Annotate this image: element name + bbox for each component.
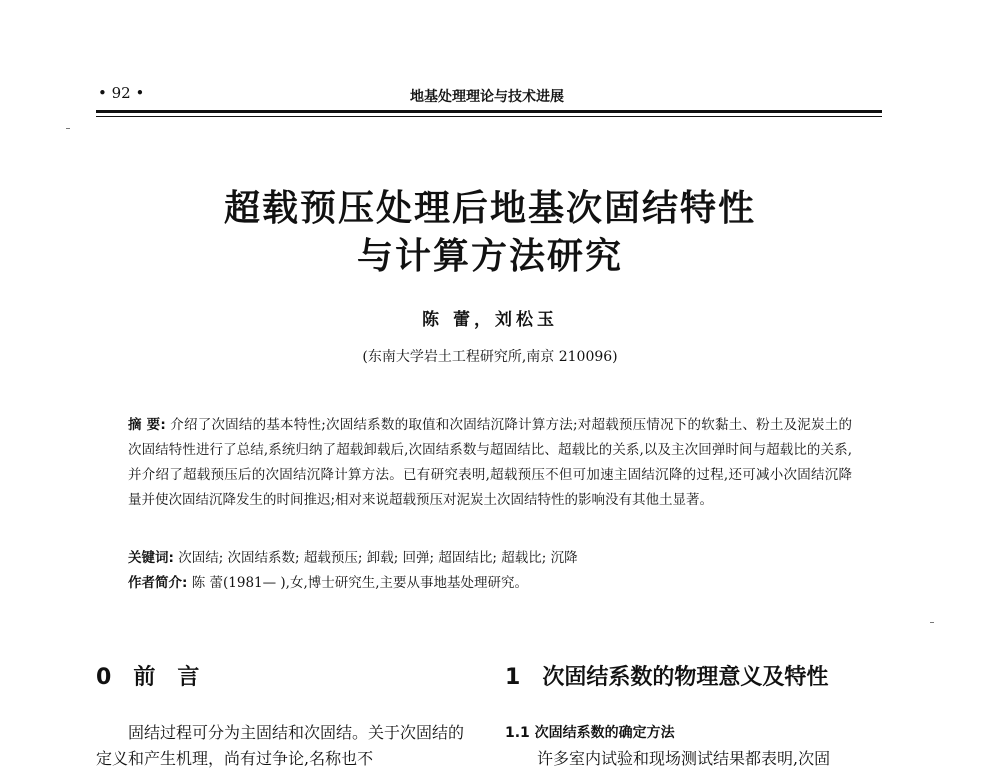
page-number: • 92 • [98,84,145,102]
section-title: 次固结系数的物理意义及特性 [542,665,829,690]
subsection-heading: 1.1 次固结系数的确定方法 [505,725,675,741]
paper-title-line-2: 与计算方法研究 [356,235,623,277]
section-title-part: 言 [177,665,200,690]
affiliation: (东南大学岩土工程研究所,南京 210096) [362,349,618,365]
keywords-text: 次固结; 次固结系数; 超载预压; 卸载; 回弹; 超固结比; 超载比; 沉降 [178,550,578,566]
header-rule-thin [96,116,882,117]
keywords [128,546,578,566]
abstract [128,413,852,513]
authors: 陈 蕾，刘松玉 [422,310,558,330]
section-number: 1 [505,665,521,690]
body-paragraph-right: 许多室内试验和现场测试结果都表明,次固 [537,749,831,768]
keywords-label: 关键词: [128,550,174,566]
header-rule-thick [96,110,882,113]
scan-mark [66,128,70,129]
running-title: 地基处理理论与技术进展 [410,89,564,105]
author-bio [128,571,528,591]
section-heading-0 [96,660,199,691]
section-number: 0 [96,665,112,690]
author-bio-text: 陈 蕾(1981— ),女,博士研究生,主要从事地基处理研究。 [191,575,529,591]
abstract-label: 摘 要: [128,417,166,433]
section-heading-1 [505,660,828,691]
abstract-text: 介绍了次固结的基本特性;次固结系数的取值和次固结沉降计算方法;对超载预压情况下的软黏土、粉土及泥炭土的次固结特性进行了总结,系统归纳了超载卸载后,次固结系数与超固结比、超载比的关系,以及主次回弹时间与超载比的关系,并介绍了超载预压后的次固结沉降计算方法。已有研究表明,超载预压不但可加速主固结沉降的过程,还可减小次固结沉降量并使次固结沉降发生的时间推迟;相对来说超载预压对泥炭土次固结特性的影响没有其他土显著。 [128,417,852,508]
scan-mark [930,622,934,623]
body-paragraph-left: 固结过程可分为主固结和次固结。关于次固结的定义和产生机理，尚有过争论,名称也不 [96,723,465,768]
section-title-part: 前 [133,665,156,690]
paper-title-line-1: 超载预压处理后地基次固结特性 [223,187,756,229]
author-bio-label: 作者简介: [128,575,188,591]
